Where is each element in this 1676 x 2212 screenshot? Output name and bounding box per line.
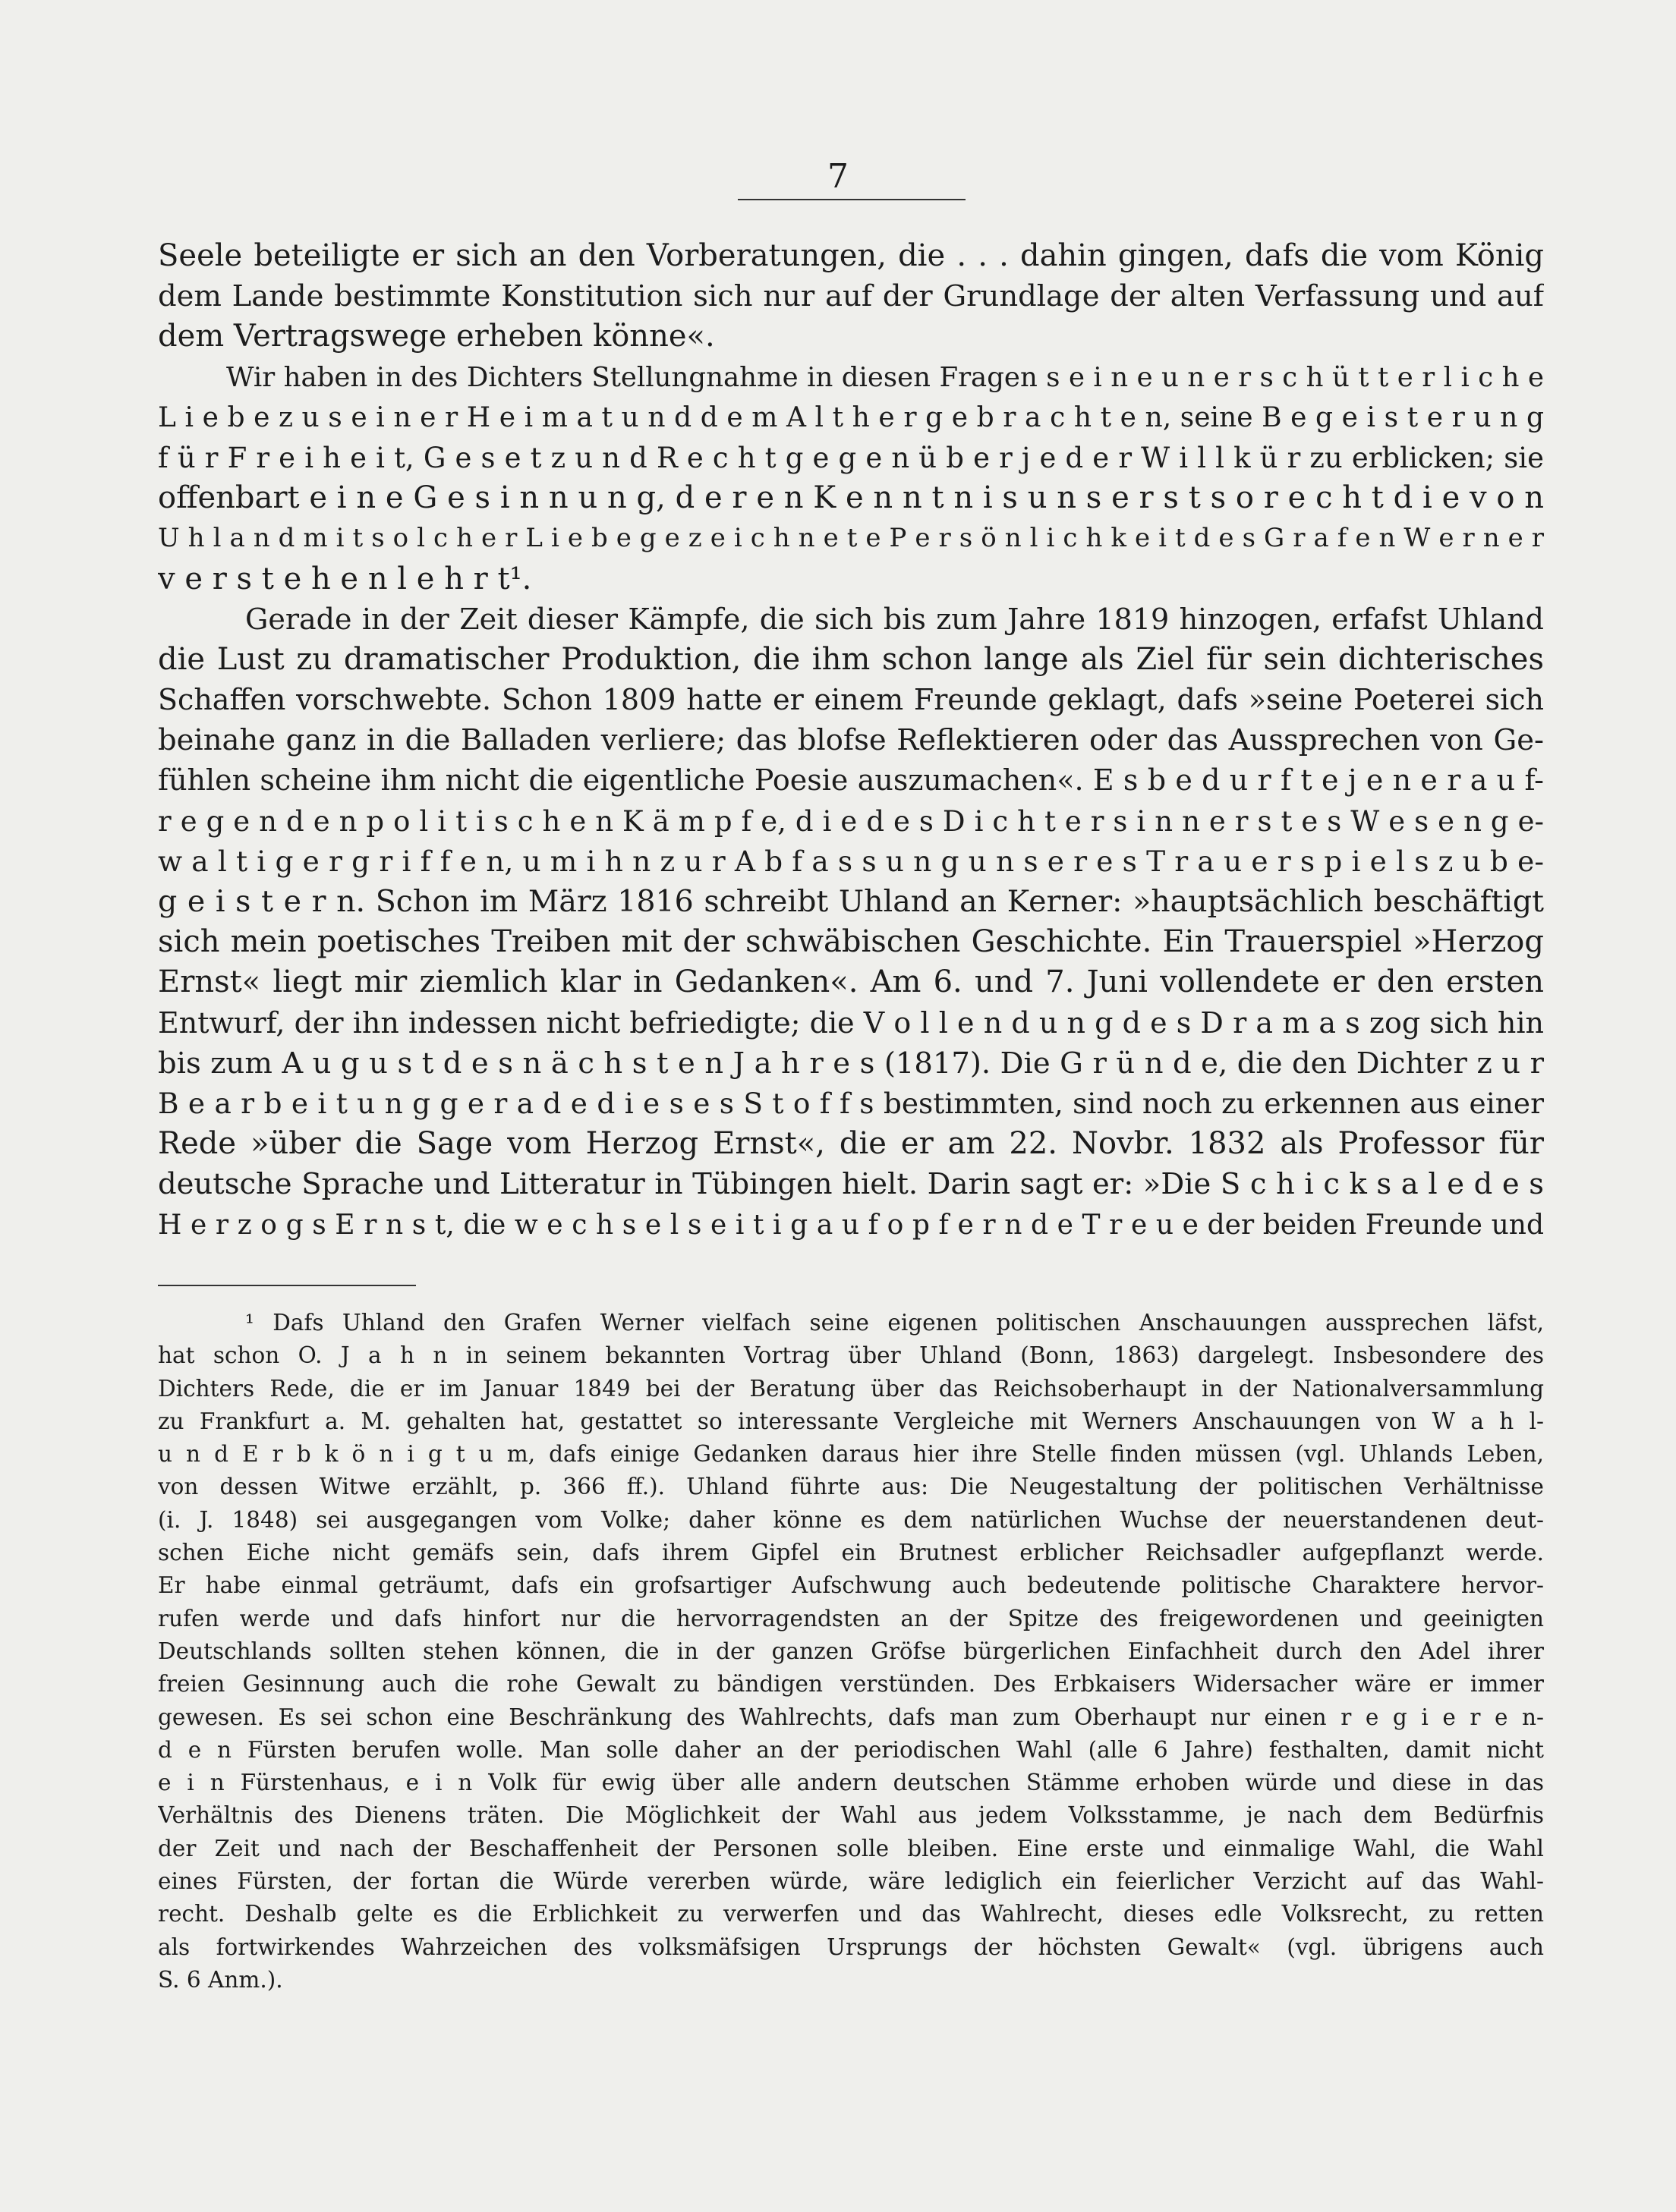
footnote-line: ¹ Dafs Uhland den Grafen Werner vielfach seine eigenen politischen Anschauungen aussprechen läfst, (245, 1310, 1544, 1336)
text-line: offenbart e i n e G e s i n n u n g, d e r e n K e n n t n i s u n s e r s t s o r e c h t d i e v o n (158, 480, 1544, 516)
page-number: 7 (827, 157, 849, 196)
footnote (158, 1307, 1544, 1996)
text-line: Wir haben in des Dichters Stellungnahme in diesen Fragen s e i n e u n e r s c h ü t t e r l i c h e (226, 361, 1544, 393)
footnote-line: hat schon O. J a h n in seinem bekannten Vortrag über Uhland (Bonn, 1863) dargelegt. Insbesondere des (158, 1342, 1544, 1369)
footnote-line: S. 6 Anm.). (158, 1966, 283, 1993)
text-line: dem Vertragswege erheben könne«. (158, 319, 715, 354)
text-line: g e i s t e r n. Schon im März 1816 schreibt Uhland an Kerner: »hauptsächlich beschäftigt (158, 884, 1544, 919)
text-line: H e r z o g s E r n s t, die w e c h s e l s e i t i g a u f o p f e r n d e T r e u e der beiden Freunde und (158, 1209, 1544, 1241)
text-line: beinahe ganz in die Balladen verliere; das blofse Reflektieren oder das Aussprechen von Ge- (158, 723, 1544, 758)
text-line: B e a r b e i t u n g g e r a d e d i e s e s S t o f f s bestimmten, sind noch zu erkennen aus einer (158, 1086, 1544, 1120)
text-line: bis zum A u g u s t d e s n ä c h s t e n J a h r e s (1817). Die G r ü n d e, die den Dichter z u r (158, 1046, 1544, 1081)
text-line: dem Lande bestimmte Konstitution sich nur auf der Grundlage der alten Verfassung und auf (158, 279, 1544, 314)
footnote-line: von dessen Witwe erzählt, p. 366 ff.). Uhland führte aus: Die Neugestaltung der politischen Verhältnisse (158, 1474, 1544, 1500)
text-line: fühlen scheine ihm nicht die eigentliche Poesie auszumachen«. E s b e d u r f t e j e n e r a u f- (158, 763, 1544, 798)
text-line: Schaffen vorschwebte. Schon 1809 hatte er einem Freunde geklagt, dafs »seine Poeterei sich (158, 683, 1544, 717)
footnote-line: eines Fürsten, der fortan die Würde vererben würde, wäre lediglich ein feierlicher Verzicht auf das Wahl- (158, 1868, 1544, 1895)
footnote-line: als fortwirkendes Wahrzeichen des volksmäfsigen Ursprungs der höchsten Gewalt« (vgl. übrigens auch (158, 1934, 1544, 1960)
footnote-line: zu Frankfurt a. M. gehalten hat, gestattet so interessante Vergleiche mit Werners Anschauungen von W a h l- (158, 1408, 1544, 1434)
footnote-line: Verhältnis des Dienens träten. Die Möglichkeit der Wahl aus jedem Volksstamme, je nach dem Bedürfnis (158, 1802, 1544, 1829)
footnote-line: Dichters Rede, die er im Januar 1849 bei der Beratung über das Reichsoberhaupt in der Nationalversammlung (158, 1375, 1544, 1402)
header-rule (738, 199, 966, 200)
text-line: Ernst« liegt mir ziemlich klar in Gedanken«. Am 6. und 7. Juni vollendete er den ersten (158, 964, 1544, 1000)
text-line: sich mein poetisches Treiben mit der schwäbischen Geschichte. Ein Trauerspiel »Herzog (158, 924, 1544, 960)
text-line: L i e b e z u s e i n e r H e i m a t u n d d e m A l t h e r g e b r a c h t e n, seine B e g e i s t e r u n g (158, 401, 1544, 433)
text-line: r e g e n d e n p o l i t i s c h e n K ä m p f e, d i e d e s D i c h t e r s i n n e r s t e s W e s e n g e- (158, 804, 1544, 838)
footnote-line: schen Eiche nicht gemäfs sein, dafs ihrem Gipfel ein Brutnest erblicher Reichsadler aufgepflanzt werde. (158, 1540, 1544, 1566)
text-line: deutsche Sprache und Litteratur in Tübingen hielt. Darin sagt er: »Die S c h i c k s a l e d e s (158, 1167, 1544, 1202)
text-line: v e r s t e h e n l e h r t¹. (158, 561, 532, 596)
text-line: Entwurf, der ihn indessen nicht befriedigte; die V o l l e n d u n g d e s D r a m a s zog sich hin (158, 1005, 1544, 1040)
footnote-line: rufen werde und dafs hinfort nur die hervorragendsten an der Spitze des freigewordenen und geeinigten (158, 1605, 1544, 1631)
main-text (158, 236, 1544, 1245)
footnote-line: (i. J. 1848) sei ausgegangen vom Volke; daher könne es dem natürlichen Wuchse der neuerstandenen deut- (158, 1506, 1544, 1533)
footnote-line: der Zeit und nach der Beschaffenheit der Personen solle bleiben. Eine erste und einmalige Wahl, die Wahl (158, 1835, 1544, 1861)
text-line: w a l t i g e r g r i f f e n, u m i h n z u r A b f a s s u n g u n s e r e s T r a u e r s p i e l s z u b e- (158, 844, 1544, 878)
footnote-line: freien Gesinnung auch die rohe Gewalt zu bändigen verstünden. Des Erbkaisers Widersacher wäre er immer (158, 1671, 1544, 1698)
text-line: U h l a n d m i t s o l c h e r L i e b e g e z e i c h n e t e P e r s ö n l i c h k e i t d e s G r a f e n W e r n e r (158, 523, 1544, 554)
footnote-line: recht. Deshalb gelte es die Erblichkeit zu verwerfen und das Wahlrecht, dieses edle Volksrecht, zu retten (158, 1901, 1544, 1927)
footnote-line: d e n Fürsten berufen wolle. Man solle daher an der periodischen Wahl (alle 6 Jahre) festhalten, damit nicht (158, 1736, 1544, 1763)
footnote-line: Deutschlands sollten stehen können, die in der ganzen Gröfse bürgerlichen Einfachheit durch den Adel ihrer (158, 1638, 1544, 1664)
text-line: Gerade in der Zeit dieser Kämpfe, die sich bis zum Jahre 1819 hinzogen, erfafst Uhland (245, 602, 1544, 636)
footnote-line: Er habe einmal geträumt, dafs ein grofsartiger Aufschwung auch bedeutende politische Charaktere hervor- (158, 1572, 1544, 1599)
text-line: Rede »über die Sage vom Herzog Ernst«, die er am 22. Novbr. 1832 als Professor für (158, 1126, 1544, 1162)
footnote-line: gewesen. Es sei schon eine Beschränkung des Wahlrechts, dafs man zum Oberhaupt nur einen r e g i e r e n- (158, 1704, 1544, 1730)
footnote-line: e i n Fürstenhaus, e i n Volk für ewig über alle andern deutschen Stämme erhoben würde und diese in das (158, 1770, 1544, 1796)
text-line: die Lust zu dramatischer Produktion, die ihm schon lange als Ziel für sein dichterisches (158, 641, 1544, 677)
text-line: Seele beteiligte er sich an den Vorberatungen, die . . . dahin gingen, dafs die vom König (158, 238, 1544, 273)
footnote-line: u n d E r b k ö n i g t u m, dafs einige Gedanken daraus hier ihre Stelle finden müssen (vgl. Uhlands Leben, (158, 1441, 1544, 1468)
footnote-rule (158, 1285, 416, 1286)
text-line: f ü r F r e i h e i t, G e s e t z u n d R e c h t g e g e n ü b e r j e d e r W i l l k ü r zu erblicken; sie (158, 441, 1544, 474)
